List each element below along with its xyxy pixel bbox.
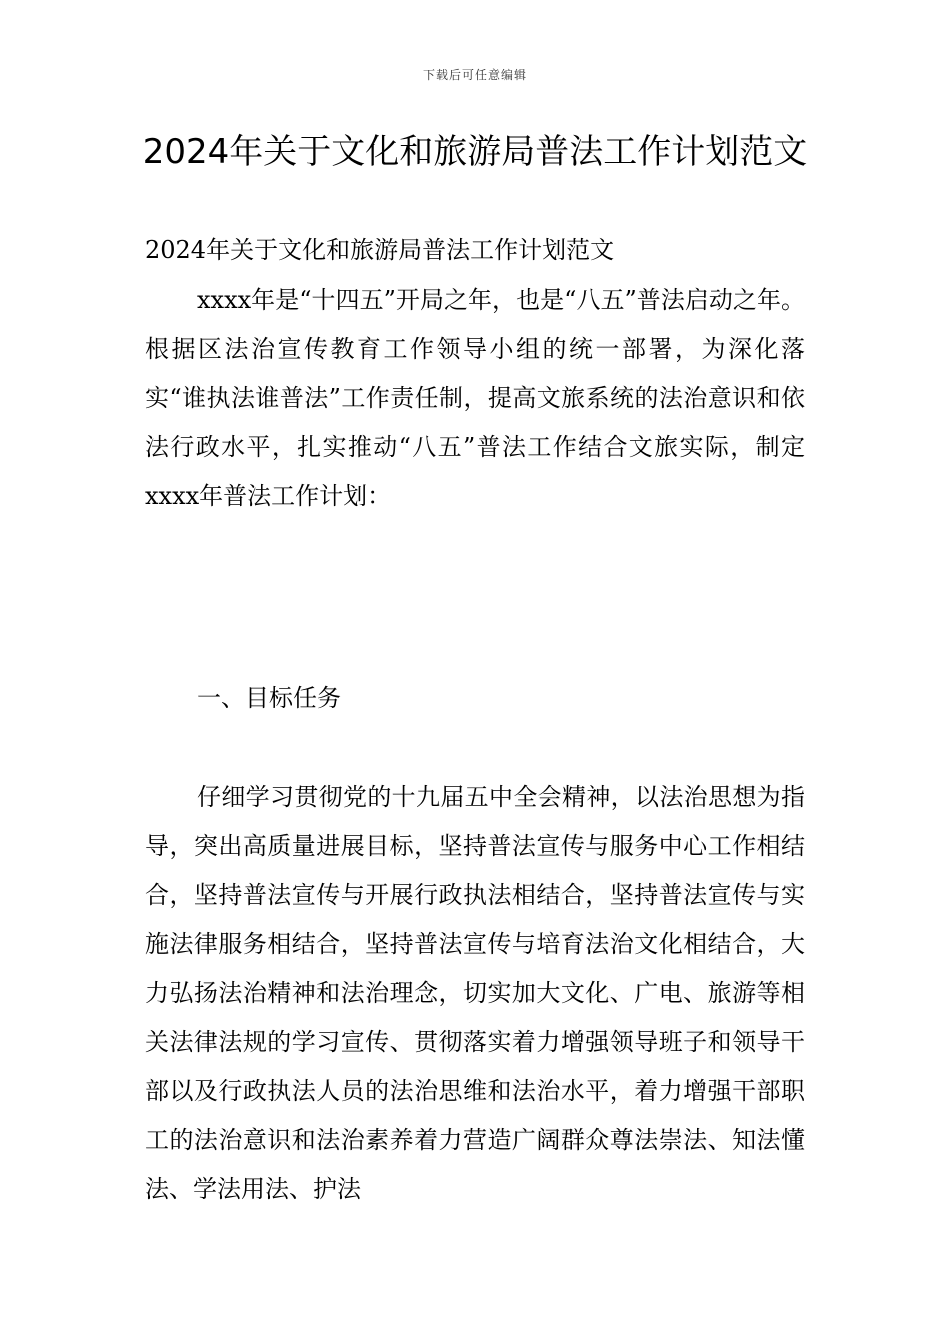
intro-paragraph: xxxx年是“十四五”开局之年，也是“八五”普法启动之年。根据区法治宣传教育工作领导小组的统一部署，为深化落实“谁执法谁普法”工作责任制，提高文旅系统的法治意识和依法行政水平，扎实推动“八五”普法工作结合文旅实际，制定xxxx年普法工作计划： [145, 286, 805, 510]
section-heading: 一、目标任务 [197, 684, 341, 712]
body-paragraph: 仔细学习贯彻党的十九届五中全会精神，以法治思想为指导，突出高质量进展目标，坚持普法宣传与服务中心工作相结合，坚持普法宣传与开展行政执法相结合，坚持普法宣传与实施法律服务相结合，坚持普法宣传与培育法治文化相结合，大力弘扬法治精神和法治理念，切实加大文化、广电、旅游等相关法律法规的学习宣传、贯彻落实着力增强领导班子和领导干部以及行政执法人员的法治思维和法治水平，着力增强干部职工的法治意识和法治素养着力营造广阔群众尊法崇法、知法懂法、学法用法、护法 [145, 783, 805, 1203]
header-note: 下载后可任意编辑 [422, 68, 527, 82]
document-title: 2024年关于文化和旅游局普法工作计划范文 [142, 132, 808, 172]
document-subtitle: 2024年关于文化和旅游局普法工作计划范文 [145, 236, 615, 264]
